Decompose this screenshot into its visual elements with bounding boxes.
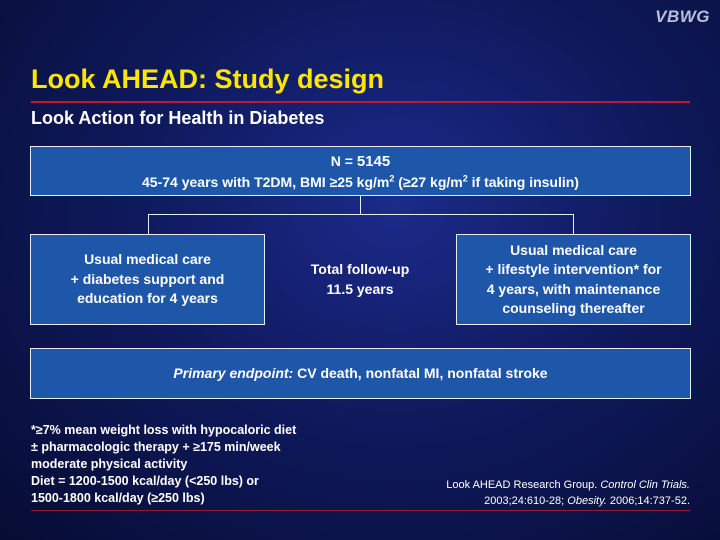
follow-up-line: Total follow-up	[310, 261, 410, 277]
endpoint-text: CV death, nonfatal MI, nonfatal stroke	[293, 364, 548, 381]
arm-right-line: Usual medical care	[510, 241, 637, 258]
title-divider	[31, 101, 690, 103]
arm-left-line: education for 4 years	[77, 290, 218, 307]
connector-bar	[148, 214, 574, 215]
arm-left-line: + diabetes support and	[70, 270, 225, 287]
population-count	[331, 151, 390, 172]
connector-left	[148, 214, 149, 234]
footer-divider	[31, 510, 690, 511]
population-n-label: N =	[330, 152, 357, 169]
criteria-sup-1: 2	[389, 172, 395, 183]
footnote-line: Diet = 1200-1500 kcal/day (<250 lbs) or	[31, 474, 259, 488]
footnote-line: 1500-1800 kcal/day (≥250 lbs)	[31, 491, 205, 505]
page-title: Look AHEAD: Study design	[31, 64, 385, 94]
connector-stem	[360, 196, 361, 215]
citation-ref-1: 2003;24:610-28;	[484, 495, 568, 507]
follow-up-label	[285, 260, 435, 299]
citation-line-2	[446, 493, 690, 509]
footnote-line: *≥7% mean weight loss with hypocaloric diet	[31, 423, 297, 437]
criteria-text: 45-74 years with T2DM, BMI ≥25 kg/m	[142, 173, 390, 190]
connector-right	[573, 214, 574, 234]
arm-left-line: Usual medical care	[84, 251, 211, 268]
page-subtitle: Look Action for Health in Diabetes	[31, 108, 325, 128]
criteria-end: if taking insulin)	[467, 173, 579, 190]
arm-usual-care-box	[30, 234, 265, 325]
population-n-value: 5145	[356, 152, 391, 170]
criteria-mid: (≥27 kg/m	[394, 173, 463, 190]
population-criteria	[142, 172, 579, 192]
citation-journal-2: Obesity.	[567, 495, 607, 507]
follow-up-line: 11.5 years	[326, 280, 394, 297]
arm-right-line: counseling thereafter	[502, 300, 645, 316]
arm-right-line: 4 years, with maintenance	[486, 280, 661, 297]
citation-journal-1: Control Clin Trials.	[600, 479, 690, 491]
arm-lifestyle-box	[456, 234, 691, 325]
population-box	[30, 146, 691, 196]
citation	[446, 477, 690, 509]
vbwg-logo: VBWG	[655, 7, 710, 26]
citation-authors: Look AHEAD Research Group.	[446, 479, 601, 491]
citation-ref-2: 2006;14:737-52.	[606, 495, 690, 507]
footnote-line: moderate physical activity	[31, 457, 188, 471]
criteria-sup-2: 2	[462, 172, 468, 183]
primary-endpoint-box	[30, 348, 691, 399]
citation-line-1	[446, 477, 690, 493]
footnote	[31, 422, 296, 507]
endpoint-label: Primary endpoint:	[173, 364, 294, 381]
footnote-line: ± pharmacologic therapy + ≥175 min/week	[31, 440, 281, 454]
arm-right-line: + lifestyle intervention* for	[485, 261, 662, 277]
